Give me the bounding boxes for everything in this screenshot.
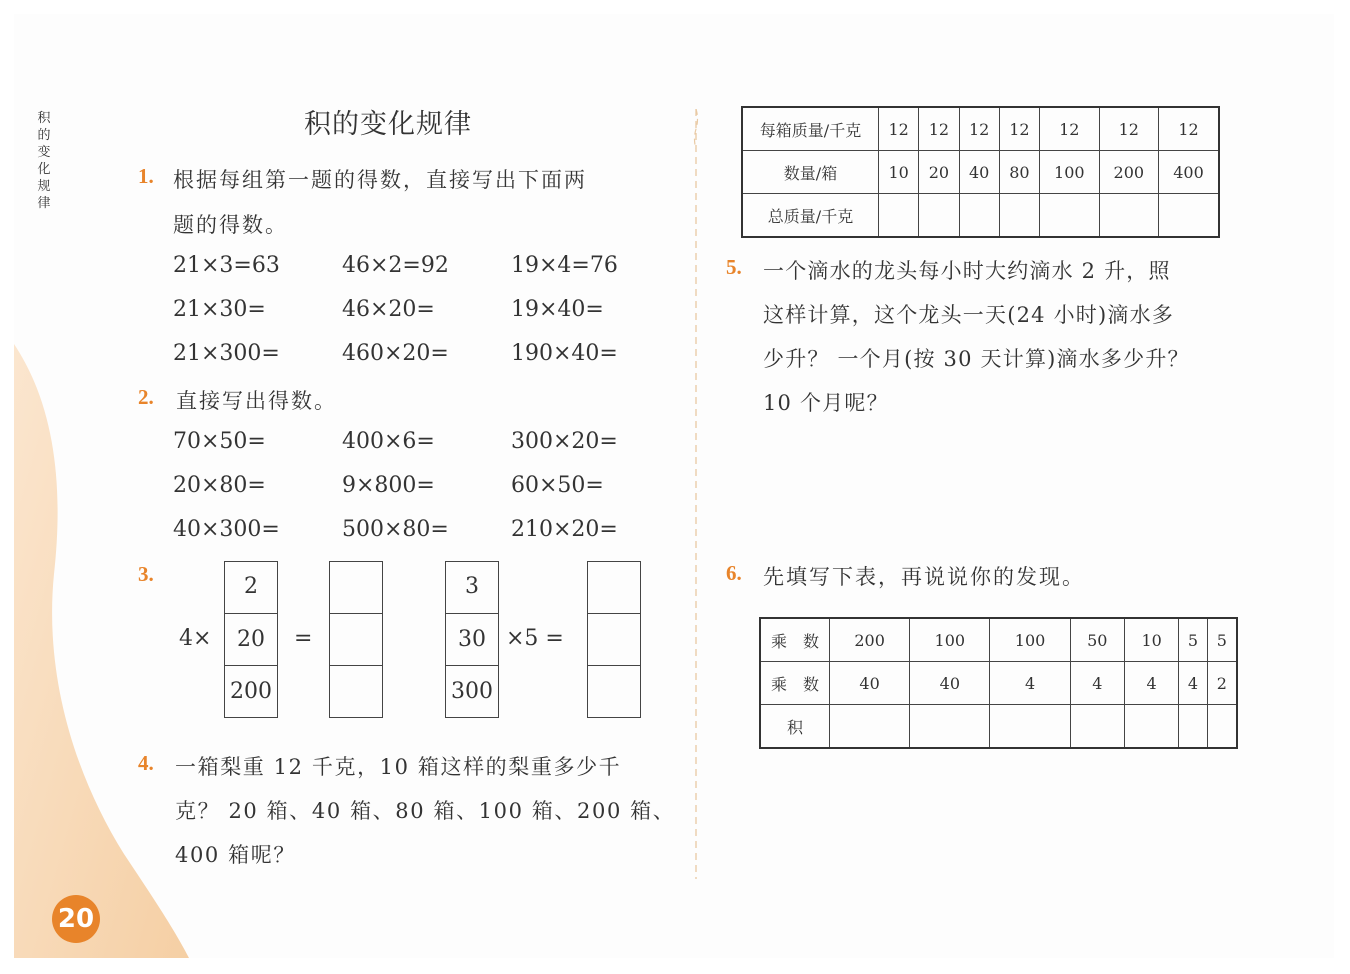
product-table xyxy=(759,617,1238,749)
table-answer-cell[interactable] xyxy=(1099,194,1158,238)
q1-equation: 19×40= xyxy=(511,297,604,322)
q1-equation: 21×300= xyxy=(173,341,280,366)
q2-equation: 70×50= xyxy=(173,429,266,454)
table-answer-cell[interactable] xyxy=(1070,705,1124,749)
table-answer-cell[interactable] xyxy=(830,705,910,749)
table-row xyxy=(760,662,1237,705)
table-cell: 40 xyxy=(910,662,990,705)
table-cell: 10 xyxy=(1124,618,1178,662)
table-answer-cell[interactable] xyxy=(999,194,1039,238)
q5-line2: 这样计算，这个龙头一天(24 小时)滴水多 xyxy=(763,303,1174,327)
q4-line3: 400 箱呢？ xyxy=(175,843,296,867)
mass-table xyxy=(741,106,1220,238)
table-cell: 12 xyxy=(1040,107,1099,151)
table-cell: 200 xyxy=(830,618,910,662)
table-cell: 4 xyxy=(1179,662,1207,705)
table-row xyxy=(742,151,1219,194)
side-chapter-label: 积的变化规律 xyxy=(37,111,51,211)
table-cell: 100 xyxy=(910,618,990,662)
table-cell: 12 xyxy=(999,107,1039,151)
table-answer-cell[interactable] xyxy=(1159,194,1219,238)
table-answer-cell[interactable] xyxy=(1179,705,1207,749)
q5-line1: 一个滴水的龙头每小时大约滴水 2 升，照 xyxy=(763,259,1171,283)
q3-answer-cell[interactable] xyxy=(588,665,640,717)
q2-equation: 210×20= xyxy=(511,517,618,542)
q2-equation: 400×6= xyxy=(342,429,435,454)
table-cell: 100 xyxy=(990,618,1070,662)
q5-line4: 10 个月呢？ xyxy=(763,391,889,415)
table-row-header: 乘 数 xyxy=(760,662,830,705)
table-row xyxy=(760,705,1237,749)
table-cell: 4 xyxy=(1124,662,1178,705)
q1-line1: 根据每组第一题的得数，直接写出下面两 xyxy=(173,168,587,192)
table-cell: 12 xyxy=(919,107,959,151)
q3-right-value: 30 xyxy=(446,613,498,665)
q2-equation: 40×300= xyxy=(173,517,280,542)
q3-right-value: 3 xyxy=(465,573,479,599)
q3-left-answer-box[interactable] xyxy=(329,561,383,718)
table-cell: 12 xyxy=(879,107,919,151)
q3-right-value-box xyxy=(445,561,499,718)
table-cell: 40 xyxy=(830,662,910,705)
table-cell: 40 xyxy=(959,151,999,194)
table-cell: 4 xyxy=(1070,662,1124,705)
page-number-badge: 20 xyxy=(52,895,100,943)
table-answer-cell[interactable] xyxy=(919,194,959,238)
q3-answer-cell[interactable] xyxy=(588,613,640,665)
q4-number: 4. xyxy=(138,751,154,775)
table-cell: 12 xyxy=(959,107,999,151)
table-row-header: 数量/箱 xyxy=(742,151,879,194)
table-cell: 2 xyxy=(1207,662,1237,705)
q3-number: 3. xyxy=(138,562,154,586)
table-row-header: 总质量/千克 xyxy=(742,194,879,238)
table-cell: 12 xyxy=(1099,107,1158,151)
table-cell: 4 xyxy=(990,662,1070,705)
page-divider xyxy=(692,109,700,879)
q2-equation: 9×800= xyxy=(342,473,435,498)
q3-left-prefix: 4× xyxy=(179,626,212,651)
table-answer-cell[interactable] xyxy=(959,194,999,238)
table-cell: 10 xyxy=(879,151,919,194)
table-cell: 400 xyxy=(1159,151,1219,194)
q1-equation: 21×30= xyxy=(173,297,266,322)
q1-equation: 46×20= xyxy=(342,297,435,322)
table-row-header: 乘 数 xyxy=(760,618,830,662)
table-answer-cell[interactable] xyxy=(1040,194,1099,238)
table-answer-cell[interactable] xyxy=(879,194,919,238)
q2-number: 2. xyxy=(138,385,154,409)
q2-equation: 500×80= xyxy=(342,517,449,542)
q2-text: 直接写出得数。 xyxy=(176,389,337,413)
q5-line3: 少升？ 一个月(按 30 天计算)滴水多少升？ xyxy=(763,347,1190,371)
q3-left-value: 2 xyxy=(244,573,258,599)
table-cell: 12 xyxy=(1159,107,1219,151)
q2-equation: 20×80= xyxy=(173,473,266,498)
table-row xyxy=(742,107,1219,151)
q6-text: 先填写下表，再说说你的发现。 xyxy=(763,565,1085,589)
table-row xyxy=(760,618,1237,662)
q5-number: 5. xyxy=(726,255,742,279)
q6-number: 6. xyxy=(726,561,742,585)
q1-equation: 190×40= xyxy=(511,341,618,366)
q1-equation: 46×2=92 xyxy=(342,253,449,278)
q3-right-answer-box[interactable] xyxy=(587,561,641,718)
q1-equation: 460×20= xyxy=(342,341,449,366)
table-cell: 5 xyxy=(1207,618,1237,662)
table-cell: 50 xyxy=(1070,618,1124,662)
q4-line2: 克？ 20 箱、40 箱、80 箱、100 箱、200 箱、 xyxy=(175,799,676,823)
q1-line2: 题的得数。 xyxy=(173,213,288,237)
q1-number: 1. xyxy=(138,164,154,188)
q4-line1: 一箱梨重 12 千克，10 箱这样的梨重多少千 xyxy=(175,755,622,779)
table-answer-cell[interactable] xyxy=(1124,705,1178,749)
q3-left-value: 200 xyxy=(225,665,277,717)
table-cell: 20 xyxy=(919,151,959,194)
table-cell: 80 xyxy=(999,151,1039,194)
q3-answer-cell[interactable] xyxy=(330,665,382,717)
q3-left-value: 20 xyxy=(225,613,277,665)
q2-equation: 300×20= xyxy=(511,429,618,454)
table-answer-cell[interactable] xyxy=(910,705,990,749)
table-row xyxy=(742,194,1219,238)
q3-right-value: 300 xyxy=(446,665,498,717)
q1-equation: 19×4=76 xyxy=(511,253,618,278)
table-row-header: 每箱质量/千克 xyxy=(742,107,879,151)
workbook-page xyxy=(14,14,1334,958)
q3-answer-cell[interactable] xyxy=(330,613,382,665)
q3-equals-sign: = xyxy=(294,626,313,651)
page-title: 积的变化规律 xyxy=(304,109,472,140)
table-row-header: 积 xyxy=(760,705,830,749)
q1-equation: 21×3=63 xyxy=(173,253,280,278)
q2-equation: 60×50= xyxy=(511,473,604,498)
table-answer-cell[interactable] xyxy=(990,705,1070,749)
table-answer-cell[interactable] xyxy=(1207,705,1237,749)
table-cell: 200 xyxy=(1099,151,1158,194)
q3-left-value-box xyxy=(224,561,278,718)
table-cell: 100 xyxy=(1040,151,1099,194)
q3-right-suffix: ×5 = xyxy=(506,626,564,651)
table-cell: 5 xyxy=(1179,618,1207,662)
